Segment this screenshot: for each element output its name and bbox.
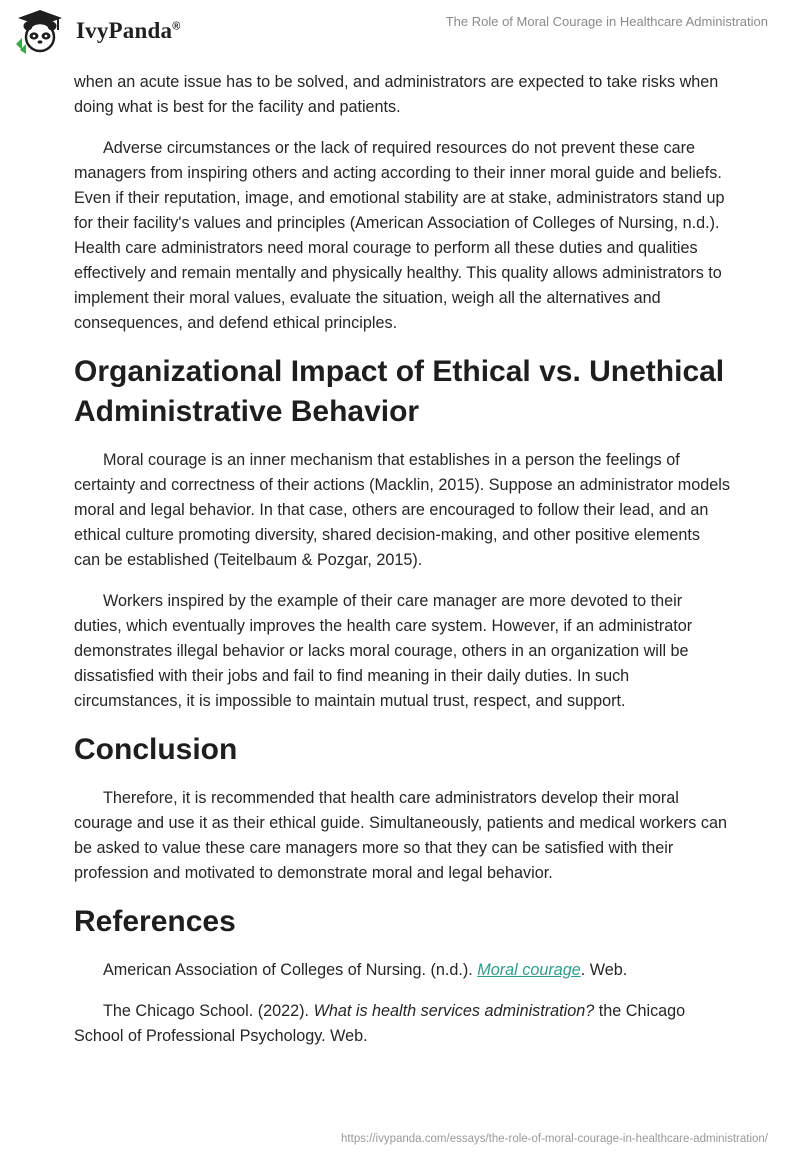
reference-title: What is health services administration?: [313, 1002, 595, 1020]
organizational-paragraph-2: Workers inspired by the example of their care manager are more devoted to their duties, which eventually improves the health care system. However, if an administrator demonstrates illegal behavior or lacks moral courage, others in an organization will be dissatisfied with their jobs and fail to find meaning in their daily duties. In such circumstances, it is impossible to maintain mutual trust, respect, and support.: [74, 592, 693, 710]
reference-link-moral-courage[interactable]: Moral courage: [477, 961, 581, 979]
reference-author: American Association of Colleges of Nursing. (n.d.).: [103, 961, 478, 979]
reference-author: The Chicago School. (2022).: [103, 1002, 314, 1020]
section-heading-references: References: [74, 905, 236, 938]
reference-item: [74, 999, 730, 1049]
document-title: The Role of Moral Courage in Healthcare Administration: [445, 14, 768, 29]
brand-logo-text[interactable]: IvyPanda®: [76, 18, 181, 43]
organizational-paragraph-1: Moral courage is an inner mechanism that establishes in a person the feelings of certainty and correctness of their actions (Macklin, 2015). Suppose an administrator models moral and legal behavior. In that case, others are encouraged to follow their lead, and an ethical culture promoting diversity, shared decision-making, and other positive elements can be established (Teitelbaum & Pozgar, 2015).: [74, 451, 730, 569]
footer-url: https://ivypanda.com/essays/the-role-of-moral-courage-in-healthcare-administration/: [341, 1133, 768, 1145]
section-heading-organizational: Organizational Impact of Ethical vs. Unethical Administrative Behavior: [74, 355, 725, 428]
reference-suffix: the Chicago School of Professional Psychology. Web.: [74, 1002, 686, 1045]
section-heading-conclusion: Conclusion: [74, 733, 238, 766]
reference-suffix: . Web.: [580, 961, 628, 979]
conclusion-paragraph: Therefore, it is recommended that health care administrators develop their moral courage and use it as their ethical guide. Simultaneously, patients and medical workers can be asked to value these care managers more so that they can be satisfied with their profession and motivated to demonstrate moral and legal behavior.: [74, 789, 727, 882]
page-header: [0, 0, 800, 62]
body-paragraph-2: Adverse circumstances or the lack of required resources do not prevent these care managers from inspiring others and acting according to their inner moral guide and beliefs. Even if their reputation, image, and emotional stability are at stake, administrators stand up for their facility's values and principles (American Association of Colleges of Nursing, n.d.). Health care administrators need moral courage to perform all these duties and qualities effectively and remain mentally and physically healthy. This quality allows administrators to implement their moral values, evaluate the situation, weigh all the alternatives and consequences, and defend ethical principles.: [74, 139, 725, 332]
reference-item: [74, 958, 730, 983]
essay-content: [74, 70, 730, 1065]
intro-paragraph: when an acute issue has to be solved, and administrators are expected to take risks when doing what is best for the facility and patients.: [74, 73, 719, 116]
panda-graduate-icon[interactable]: [14, 8, 66, 54]
